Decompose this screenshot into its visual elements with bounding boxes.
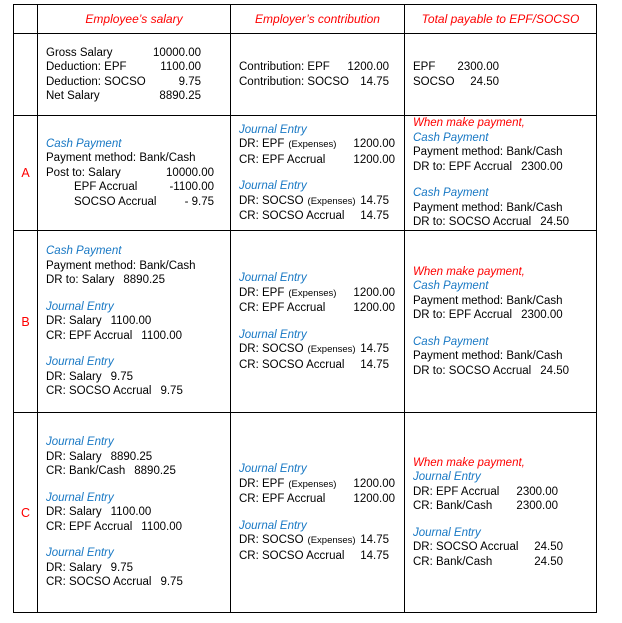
line-amount: 2300.00 xyxy=(521,309,563,322)
text-line xyxy=(413,279,588,294)
line-amount: 8890.25 xyxy=(134,465,176,478)
line-amount: -1100.00 xyxy=(169,181,214,194)
cell-B-total-payable xyxy=(405,231,597,413)
line-label: DR to: EPF Accrual xyxy=(413,160,513,173)
text-block xyxy=(46,137,222,210)
line-amount: 1100.00 xyxy=(141,520,182,533)
text-line xyxy=(239,328,396,343)
line-label: Cash Payment xyxy=(413,187,489,200)
line-amount: 1200.00 xyxy=(347,61,389,73)
text-block xyxy=(239,328,396,373)
line-amount: 9.75 xyxy=(110,370,133,383)
line-label: Net Salary xyxy=(46,90,100,102)
text-line xyxy=(46,89,222,104)
header-employee-salary: Employee’s salary xyxy=(38,5,231,34)
line-label: DR: Salary xyxy=(46,506,102,519)
line-label: DR: SOCSO xyxy=(239,534,304,546)
text-block xyxy=(413,335,588,379)
text-line xyxy=(413,145,588,160)
line-amount: 9.75 xyxy=(178,75,201,88)
line-amount: 14.75 xyxy=(360,75,389,88)
line-label: Gross Salary xyxy=(46,46,113,59)
line-amount: - 9.75 xyxy=(184,195,214,208)
line-label: DR to: SOCSO Accrual xyxy=(413,216,532,229)
text-line xyxy=(239,179,396,194)
text-line xyxy=(46,561,222,576)
row-label-A: A xyxy=(14,116,38,231)
text-line xyxy=(46,75,222,90)
text-block xyxy=(239,123,396,168)
text-line xyxy=(413,364,588,379)
text-line xyxy=(239,519,396,534)
text-block xyxy=(239,179,396,224)
line-label: Journal Entry xyxy=(413,526,481,539)
text-line xyxy=(46,314,222,329)
line-label: DR: Salary xyxy=(46,450,102,463)
text-line xyxy=(413,555,588,570)
line-amount: 9.75 xyxy=(160,576,183,589)
line-label: Journal Entry xyxy=(46,300,114,313)
text-line xyxy=(46,60,222,75)
text-line xyxy=(46,46,222,61)
line-amount: 14.75 xyxy=(360,549,389,562)
text-line xyxy=(46,244,222,259)
line-amount: 24.50 xyxy=(540,364,570,377)
text-block xyxy=(46,355,222,399)
text-line xyxy=(239,549,396,564)
line-label: Journal Entry xyxy=(239,180,307,192)
line-label: Contribution: EPF xyxy=(239,61,330,73)
line-label: CR: SOCSO Accrual xyxy=(239,210,345,222)
line-label: CR: EPF Accrual xyxy=(46,520,133,533)
text-line xyxy=(46,575,222,590)
line-label: Journal Entry xyxy=(239,123,307,136)
line-label: SOCSO Accrual xyxy=(74,195,157,208)
cell-B-employee-salary xyxy=(38,231,231,413)
cell-A-employer-contribution xyxy=(231,116,405,231)
line-amount: 2300.00 xyxy=(521,160,563,173)
line-sublabel: (Expenses) xyxy=(288,287,337,299)
text-line xyxy=(46,259,222,274)
text-line xyxy=(239,123,396,138)
line-amount: 8890.25 xyxy=(159,90,201,102)
line-label: DR: EPF xyxy=(239,286,285,299)
line-amount: 2300.00 xyxy=(516,500,558,513)
cell-C-total-payable xyxy=(405,413,597,613)
text-line xyxy=(413,456,588,471)
text-block xyxy=(239,60,396,89)
line-label: DR to: Salary xyxy=(46,274,115,287)
line-label: Cash Payment xyxy=(413,131,489,144)
text-line xyxy=(413,470,588,485)
text-line xyxy=(413,335,588,350)
text-line xyxy=(239,194,396,210)
line-label: CR: SOCSO Accrual xyxy=(46,385,152,398)
cell-summary-total-payable xyxy=(405,34,597,116)
text-line xyxy=(46,546,222,561)
row-label-C: C xyxy=(14,413,38,613)
text-line xyxy=(413,526,588,541)
row-label-B: B xyxy=(14,231,38,413)
line-label: Payment method: Bank/Cash xyxy=(413,146,563,159)
text-block xyxy=(239,519,396,564)
text-line xyxy=(239,286,396,302)
line-label: DR: SOCSO xyxy=(239,343,304,355)
line-label: DR: SOCSO Accrual xyxy=(413,541,519,554)
text-block xyxy=(46,46,222,104)
line-label: Cash Payment xyxy=(46,137,122,150)
line-label: Contribution: SOCSO xyxy=(239,75,349,88)
line-amount: 24.50 xyxy=(534,555,563,568)
line-amount: 14.75 xyxy=(360,194,389,207)
line-label: Journal Entry xyxy=(239,272,307,284)
line-amount: 9.75 xyxy=(110,561,133,574)
line-amount: 1100.00 xyxy=(110,315,152,328)
line-label: Journal Entry xyxy=(239,463,307,475)
text-block xyxy=(46,435,222,479)
text-line xyxy=(413,60,588,75)
line-label: Journal Entry xyxy=(239,328,307,341)
text-block xyxy=(46,491,222,535)
text-line xyxy=(46,520,222,535)
text-block xyxy=(239,462,396,507)
row-label-empty xyxy=(14,34,38,116)
text-block xyxy=(413,456,588,514)
text-line xyxy=(239,533,396,549)
text-line xyxy=(46,137,222,152)
line-amount: 14.75 xyxy=(360,534,389,546)
line-label: DR: EPF xyxy=(239,138,285,150)
line-amount: 8890.25 xyxy=(110,450,153,463)
line-label: CR: EPF Accrual xyxy=(239,493,326,505)
line-amount: 1200.00 xyxy=(353,153,395,166)
line-label: DR to: EPF Accrual xyxy=(413,309,513,322)
line-amount: 1200.00 xyxy=(353,477,395,490)
line-label: EPF Accrual xyxy=(74,181,138,194)
text-block xyxy=(46,244,222,288)
text-block xyxy=(413,116,588,174)
line-label: Journal Entry xyxy=(46,356,114,369)
line-amount: 1100.00 xyxy=(160,61,201,73)
line-label: CR: Bank/Cash xyxy=(413,555,493,568)
text-line xyxy=(46,435,222,450)
text-line xyxy=(413,75,588,90)
text-line xyxy=(46,180,222,195)
text-line xyxy=(413,215,588,230)
line-label: CR: SOCSO Accrual xyxy=(46,576,152,589)
line-label: Journal Entry xyxy=(239,519,307,532)
line-amount: 1200.00 xyxy=(353,286,395,299)
line-label: CR: SOCSO Accrual xyxy=(239,358,345,371)
line-label: When make payment, xyxy=(413,265,525,278)
text-block xyxy=(46,546,222,590)
line-label: DR to: SOCSO Accrual xyxy=(413,364,532,377)
cell-A-employee-salary xyxy=(38,116,231,231)
line-label: Payment method: Bank/Cash xyxy=(413,350,563,363)
line-amount: 1200.00 xyxy=(353,493,395,505)
line-amount: 1200.00 xyxy=(353,138,395,150)
text-line xyxy=(239,75,396,90)
payroll-epf-socso-table xyxy=(13,4,597,613)
line-label: When make payment, xyxy=(413,456,525,469)
text-line xyxy=(239,462,396,477)
text-block xyxy=(239,271,396,316)
line-label: DR: Salary xyxy=(46,315,102,328)
line-label: CR: Bank/Cash xyxy=(413,500,493,513)
line-label: Deduction: EPF xyxy=(46,61,127,73)
line-amount: 8890.25 xyxy=(123,274,165,287)
line-label: DR: Salary xyxy=(46,561,102,574)
text-line xyxy=(413,485,588,500)
text-line xyxy=(413,265,588,280)
line-amount: 14.75 xyxy=(360,343,389,355)
line-label: CR: EPF Accrual xyxy=(46,329,133,342)
line-label: Cash Payment xyxy=(46,245,122,258)
text-block xyxy=(413,60,588,89)
cell-A-total-payable xyxy=(405,116,597,231)
cell-summary-employee-salary xyxy=(38,34,231,116)
text-line xyxy=(413,116,588,131)
text-line xyxy=(46,370,222,385)
text-line xyxy=(46,491,222,506)
header-total-payable: Total payable to EPF/SOCSO xyxy=(405,5,597,34)
line-label: EPF xyxy=(413,61,436,73)
text-block xyxy=(413,265,588,323)
line-amount: 1200.00 xyxy=(353,302,395,314)
line-amount: 10000.00 xyxy=(153,46,201,59)
text-line xyxy=(46,464,222,479)
line-amount: 2300.00 xyxy=(516,485,558,498)
text-line xyxy=(46,329,222,344)
text-line xyxy=(239,477,396,493)
line-amount: 9.75 xyxy=(160,385,183,398)
text-line xyxy=(46,355,222,370)
text-line xyxy=(46,273,222,288)
line-label: SOCSO xyxy=(413,75,455,88)
line-label: CR: EPF Accrual xyxy=(239,153,326,166)
line-label: Payment method: Bank/Cash xyxy=(413,201,563,214)
cell-summary-employer-contribution xyxy=(231,34,405,116)
text-line xyxy=(413,201,588,216)
text-line xyxy=(239,492,396,507)
line-amount: 24.50 xyxy=(534,541,563,554)
line-label: Payment method: Bank/Cash xyxy=(46,259,196,272)
text-line xyxy=(413,349,588,364)
line-label: CR: SOCSO Accrual xyxy=(239,549,345,562)
line-label: Journal Entry xyxy=(46,491,114,504)
text-line xyxy=(413,131,588,146)
cell-C-employer-contribution xyxy=(231,413,405,613)
line-label: CR: Bank/Cash xyxy=(46,465,126,478)
text-line xyxy=(239,358,396,373)
text-line xyxy=(46,166,222,181)
line-amount: 10000.00 xyxy=(166,166,214,179)
line-label: When make payment, xyxy=(413,117,525,130)
line-sublabel: (Expenses) xyxy=(307,195,356,207)
header-corner xyxy=(14,5,38,34)
line-label: Journal Entry xyxy=(413,471,481,484)
line-label: CR: EPF Accrual xyxy=(239,302,326,314)
text-block xyxy=(413,526,588,570)
line-sublabel: (Expenses) xyxy=(288,478,337,490)
text-line xyxy=(413,540,588,555)
text-line xyxy=(46,151,222,166)
line-amount: 14.75 xyxy=(360,210,389,222)
line-amount: 14.75 xyxy=(360,358,389,371)
line-label: DR: SOCSO xyxy=(239,194,304,207)
text-line xyxy=(413,294,588,309)
line-amount: 1100.00 xyxy=(110,506,152,519)
line-label: Journal Entry xyxy=(46,436,114,449)
text-line xyxy=(46,195,222,210)
line-label: Post to: Salary xyxy=(46,166,121,179)
cell-C-employee-salary xyxy=(38,413,231,613)
text-line xyxy=(239,301,396,316)
line-amount: 24.50 xyxy=(540,216,570,229)
text-block xyxy=(46,300,222,344)
line-sublabel: (Expenses) xyxy=(307,535,356,546)
text-line xyxy=(239,137,396,153)
line-label: DR: Salary xyxy=(46,370,102,383)
line-amount: 24.50 xyxy=(470,75,499,88)
text-line xyxy=(413,499,588,514)
line-label: DR: EPF Accrual xyxy=(413,485,500,498)
cell-B-employer-contribution xyxy=(231,231,405,413)
text-line xyxy=(46,384,222,399)
text-line xyxy=(239,209,396,224)
line-label: Payment method: Bank/Cash xyxy=(413,294,563,307)
header-employer-contribution: Employer’s contribution xyxy=(231,5,405,34)
text-line xyxy=(239,153,396,168)
line-label: Cash Payment xyxy=(413,280,489,293)
line-sublabel: (Expenses) xyxy=(307,344,356,355)
line-amount: 1100.00 xyxy=(141,329,182,342)
text-line xyxy=(413,186,588,201)
text-line xyxy=(239,60,396,75)
line-sublabel: (Expenses) xyxy=(288,139,337,150)
text-line xyxy=(413,160,588,175)
line-label: Payment method: Bank/Cash xyxy=(46,152,196,165)
text-line xyxy=(46,300,222,315)
line-amount: 2300.00 xyxy=(457,61,499,73)
text-block xyxy=(413,186,588,230)
text-line xyxy=(413,308,588,323)
text-line xyxy=(46,450,222,465)
line-label: Cash Payment xyxy=(413,335,489,348)
text-line xyxy=(239,342,396,358)
line-label: DR: EPF xyxy=(239,477,285,490)
text-line xyxy=(239,271,396,286)
line-label: Journal Entry xyxy=(46,547,114,560)
text-line xyxy=(46,505,222,520)
line-label: Deduction: SOCSO xyxy=(46,75,146,88)
